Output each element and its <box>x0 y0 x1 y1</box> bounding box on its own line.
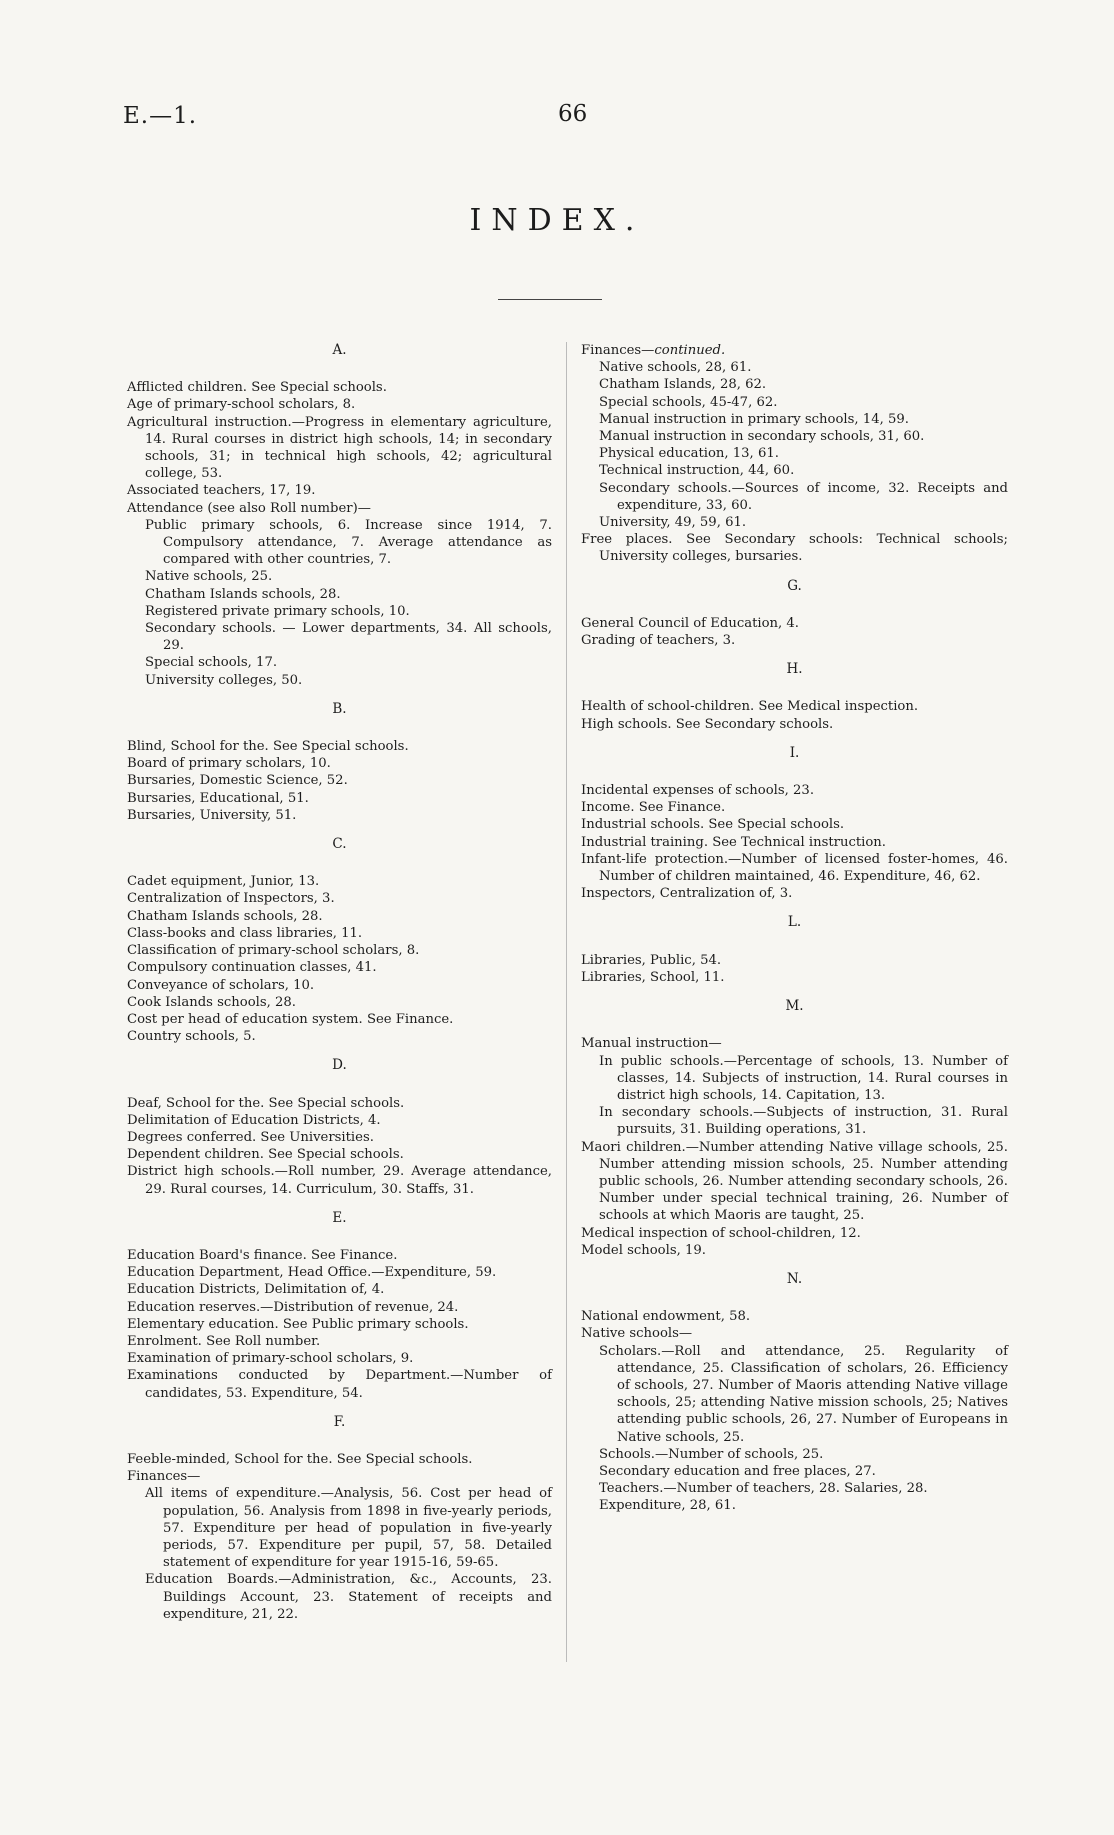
index-entry: Native schools— <box>581 1326 693 1342</box>
section-letter: A. <box>332 342 347 358</box>
index-entry: Inspectors, Centralization of, 3. <box>581 886 793 902</box>
index-section <box>581 1271 1008 1515</box>
index-entry: Secondary schools.—Sources of income, 32. Receipts and expenditure, 33, 60. <box>599 480 1008 513</box>
index-section <box>127 836 552 1045</box>
index-entry: Manual instruction in secondary schools, 31, 60. <box>599 429 925 445</box>
index-entry: Cadet equipment, Junior, 13. <box>127 874 320 890</box>
section-letter: M. <box>785 998 804 1015</box>
index-section <box>581 578 1008 650</box>
index-entry: Bursaries, Educational, 51. <box>127 790 309 806</box>
index-entry: Bursaries, University, 51. <box>127 807 297 823</box>
index-entry: National endowment, 58. <box>581 1309 751 1325</box>
index-entry: Chatham Islands schools, 28. <box>127 908 323 924</box>
index-title: INDEX. <box>469 203 645 238</box>
right-sections <box>581 578 1008 1515</box>
continued-heading-text: Finances— <box>581 343 655 358</box>
index-entry: Feeble-minded, School for the. See Special schools. <box>127 1451 473 1467</box>
index-entry: Education Board's finance. See Finance. <box>127 1247 398 1263</box>
index-section <box>581 661 1008 733</box>
index-entry: District high schools.—Roll number, 29. Average attendance, 29. Rural courses, 14. Curriculum, 30. Staffs, 31. <box>127 1164 552 1197</box>
section-letter: C. <box>332 836 347 853</box>
index-entry: Schools.—Number of schools, 25. <box>599 1446 824 1462</box>
index-entry: Conveyance of scholars, 10. <box>127 977 315 993</box>
index-section <box>581 914 1008 986</box>
index-entry: Industrial schools. See Special schools. <box>581 817 845 833</box>
index-entry: Bursaries, Domestic Science, 52. <box>127 773 348 789</box>
index-entry: Chatham Islands, 28, 62. <box>599 377 767 393</box>
index-entry: Free places. See Secondary schools: Technical schools; University colleges, bursaries. <box>581 532 1008 565</box>
index-entry: Teachers.—Number of teachers, 28. Salaries, 28. <box>599 1481 928 1497</box>
index-entry: Education reserves.—Distribution of revenue, 24. <box>127 1299 459 1315</box>
index-entry: Special schools, 17. <box>145 655 278 671</box>
index-entry: General Council of Education, 4. <box>581 615 799 631</box>
index-entry: Dependent children. See Special schools. <box>127 1147 404 1163</box>
index-entry: Blind, School for the. See Special schools. <box>127 739 409 755</box>
index-entry: Delimitation of Education Districts, 4. <box>127 1112 381 1128</box>
index-entry: Physical education, 13, 61. <box>599 446 779 462</box>
index-section <box>127 342 552 689</box>
index-entry: Agricultural instruction.—Progress in elementary agriculture, 14. Rural courses in district high schools, 14; in secondary schools, 31; in technical high schools, 42; agricultural college, 53. <box>127 414 552 482</box>
index-entry: Education Districts, Delimitation of, 4. <box>127 1282 385 1298</box>
index-entry: Examinations conducted by Department.—Number of candidates, 53. Expenditure, 54. <box>127 1368 552 1401</box>
right-column <box>581 342 1008 1515</box>
index-entry: Associated teachers, 17, 19. <box>127 483 316 499</box>
index-entry: Classification of primary-school scholars, 8. <box>127 943 420 959</box>
index-entry: Medical inspection of school-children, 12. <box>581 1225 861 1241</box>
column-divider <box>566 342 567 1662</box>
index-entry: Scholars.—Roll and attendance, 25. Regularity of attendance, 25. Classification of scholars, 26. Efficiency of schools, 27. Number of Maoris attending Native village schools, 25; attending Native mission schools, 25; Natives attending public schools, 26, 27. Number of Europeans in Native schools, 25. <box>599 1343 1008 1445</box>
index-entry: Registered private primary schools, 10. <box>145 603 410 619</box>
index-entry: Degrees conferred. See Universities. <box>127 1129 374 1145</box>
index-entry: Special schools, 45-47, 62. <box>599 394 778 410</box>
index-entry: Maori children.—Number attending Native village schools, 25. Number attending mission schools, 25. Number attending public schools, 26. Number attending secondary schools, 26. Number under special technical training, 26. Number of schools at which Maoris are taught, 25. <box>581 1139 1008 1224</box>
index-section <box>127 701 552 824</box>
index-entry: In public schools.—Percentage of schools, 13. Number of classes, 14. Subjects of instruction, 14. Rural courses in district high schools, 14. Capitation, 13. <box>599 1053 1008 1103</box>
index-entry: Libraries, School, 11. <box>581 969 725 985</box>
index-entry: Centralization of Inspectors, 3. <box>127 891 335 907</box>
index-entry: Afflicted children. See Special schools. <box>127 380 387 396</box>
index-entry: Education Department, Head Office.—Expenditure, 59. <box>127 1265 497 1281</box>
index-entry: Board of primary scholars, 10. <box>127 756 331 772</box>
index-entry: Chatham Islands schools, 28. <box>145 586 341 602</box>
index-entry: Elementary education. See Public primary schools. <box>127 1316 469 1332</box>
index-entry: Compulsory continuation classes, 41. <box>127 960 377 976</box>
index-entry: Technical instruction, 44, 60. <box>599 463 795 479</box>
index-entry: In secondary schools.—Subjects of instruction, 31. Rural pursuits, 31. Building operations, 31. <box>599 1105 1008 1138</box>
index-entry: University colleges, 50. <box>145 672 303 688</box>
index-entry: Education Boards.—Administration, &c., Accounts, 23. Buildings Account, 23. Statement of receipts and expenditure, 21, 22. <box>145 1572 552 1622</box>
continued-lines <box>581 359 1008 565</box>
index-entry: Industrial training. See Technical instruction. <box>581 834 886 850</box>
page-number: 66 <box>558 101 588 127</box>
index-entry: Examination of primary-school scholars, 9. <box>127 1351 414 1367</box>
section-letter: F. <box>333 1413 346 1430</box>
section-letter: D. <box>332 1057 347 1074</box>
index-entry: High schools. See Secondary schools. <box>581 716 834 732</box>
index-entry: Deaf, School for the. See Special schools. <box>127 1095 405 1111</box>
section-letter: N. <box>786 1270 803 1287</box>
index-section <box>127 1414 552 1623</box>
index-entry: Health of school-children. See Medical inspection. <box>581 699 919 715</box>
index-section <box>581 745 1008 903</box>
index-entry: Public primary schools, 6. Increase since 1914, 7. Compulsory attendance, 7. Average attendance as compared with other countries, 7. <box>145 517 552 568</box>
section-letter: E. <box>332 1209 347 1226</box>
index-entry: Class-books and class libraries, 11. <box>127 925 363 941</box>
index-entry: Libraries, Public, 54. <box>581 952 722 968</box>
section-letter: L. <box>787 914 802 931</box>
index-entry: Income. See Finance. <box>581 800 726 816</box>
index-entry: Native schools, 28, 61. <box>599 360 752 376</box>
left-column <box>127 342 552 1623</box>
index-section <box>127 1210 552 1402</box>
index-entry: Native schools, 25. <box>145 569 273 585</box>
index-entry: Incidental expenses of schools, 23. <box>581 783 815 799</box>
index-entry: Finances— <box>127 1469 201 1485</box>
index-entry: All items of expenditure.—Analysis, 56. Cost per head of population, 56. Analysis from 1898 in five-yearly periods, 57. Expenditure per head of population in five-yearly periods, 57. Expenditure per pupil, 57, 58. Detailed statement of expenditure for year 1915-16, 59-65. <box>145 1486 552 1571</box>
continued-label: continued. <box>654 343 726 358</box>
index-entry: Expenditure, 28, 61. <box>599 1498 736 1514</box>
section-letter: B. <box>332 700 347 717</box>
index-entry: University, 49, 59, 61. <box>599 515 747 531</box>
continued-heading <box>581 342 1008 359</box>
index-section <box>581 998 1008 1259</box>
index-entry: Grading of teachers, 3. <box>581 633 736 649</box>
index-entry: Attendance (see also Roll number)— <box>127 500 371 516</box>
section-letter: I. <box>789 744 800 761</box>
index-entry: Infant-life protection.—Number of licensed foster-homes, 46. Number of children maintained, 46. Expenditure, 46, 62. <box>581 851 1008 885</box>
index-section <box>127 1057 552 1197</box>
index-entry: Model schools, 19. <box>581 1242 706 1258</box>
index-entry: Manual instruction in primary schools, 14, 59. <box>599 411 909 427</box>
index-entry: Age of primary-school scholars, 8. <box>127 397 356 413</box>
index-entry: Cost per head of education system. See Finance. <box>127 1011 454 1027</box>
index-entry: Secondary education and free places, 27. <box>599 1463 876 1479</box>
index-entry: Manual instruction— <box>581 1036 722 1052</box>
section-letter: H. <box>786 661 803 678</box>
section-letter: G. <box>787 577 802 594</box>
index-entry: Country schools, 5. <box>127 1029 256 1045</box>
index-entry: Enrolment. See Roll number. <box>127 1333 321 1349</box>
page-identifier: E.—1. <box>123 103 198 129</box>
index-entry: Cook Islands schools, 28. <box>127 994 296 1010</box>
title-rule <box>498 299 602 300</box>
index-entry: Secondary schools. — Lower departments, 34. All schools, 29. <box>145 621 552 654</box>
